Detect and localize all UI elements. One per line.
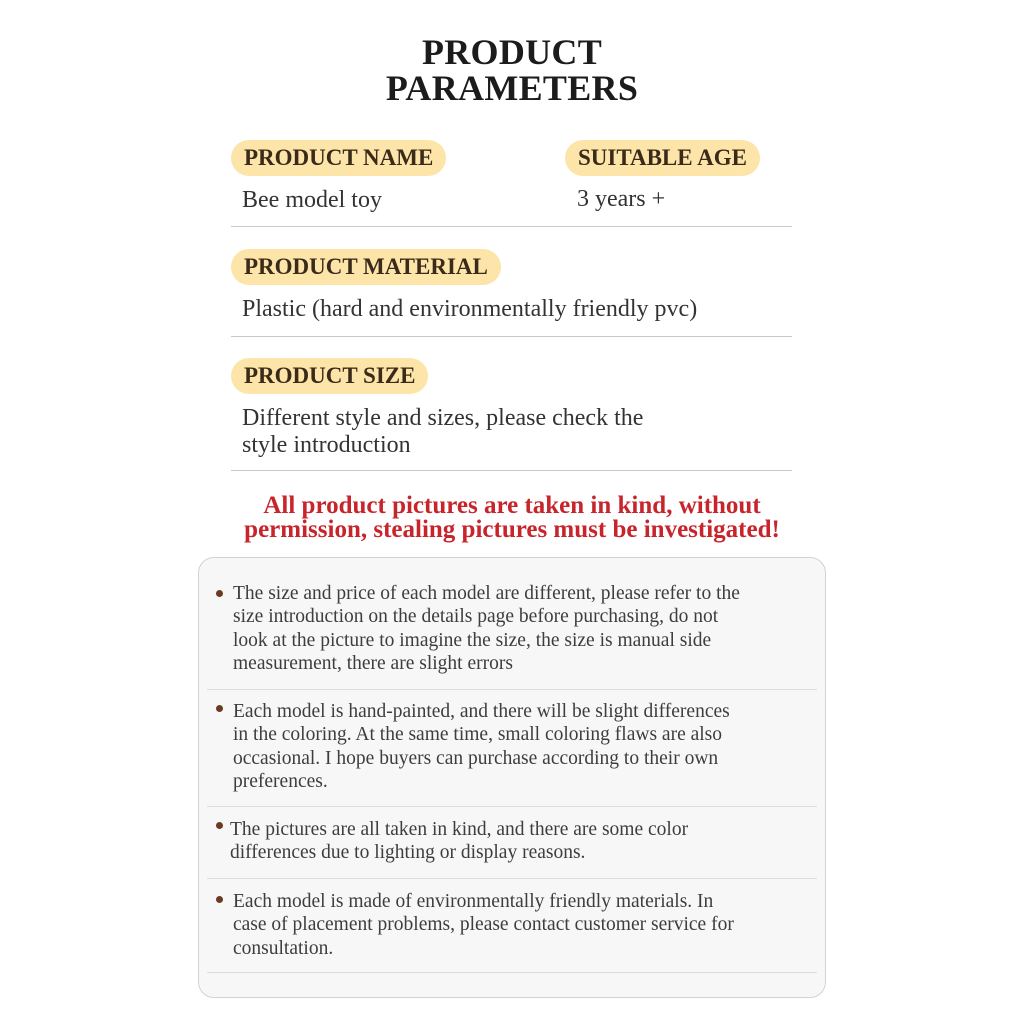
copyright-warning-line-1: All product pictures are taken in kind, without: [263, 492, 761, 519]
divider: [231, 336, 792, 337]
bullet-icon: [216, 590, 223, 597]
copyright-warning: [0, 494, 1024, 542]
product-material-label: PRODUCT MATERIAL: [231, 249, 501, 285]
note-line: look at the picture to imagine the size, the size is manual side: [233, 629, 712, 651]
notes-panel: [198, 557, 826, 998]
note-line: Each model is hand-painted, and there will be slight differences: [233, 701, 730, 722]
note-line: Each model is made of environmentally friendly materials. In: [233, 891, 714, 912]
copyright-warning-line-2: permission, stealing pictures must be investigated!: [244, 516, 780, 543]
product-name-label: PRODUCT NAME: [231, 140, 446, 176]
page-title-line-2: PARAMETERS: [385, 68, 639, 108]
page-title: [0, 34, 1024, 106]
note-divider: [207, 689, 817, 690]
note-line: The size and price of each model are different, please refer to the: [233, 583, 740, 604]
note-line: measurement, there are slight errors: [233, 652, 513, 674]
note-divider: [207, 806, 817, 807]
product-size-value-line-1: Different style and sizes, please check the: [242, 405, 644, 431]
note-line: in the coloring. At the same time, small coloring flaws are also: [233, 724, 723, 746]
divider: [231, 470, 792, 471]
page-title-line-1: PRODUCT: [421, 32, 603, 72]
suitable-age-label: SUITABLE AGE: [565, 140, 760, 176]
product-size-value-line-2: style introduction: [242, 432, 411, 458]
divider: [231, 226, 792, 227]
bullet-icon: [216, 896, 223, 903]
product-size-label: PRODUCT SIZE: [231, 358, 428, 394]
note-line: preferences.: [233, 770, 328, 792]
note-line: The pictures are all taken in kind, and there are some color: [230, 819, 689, 840]
product-material-value: Plastic (hard and environmentally friendly pvc): [242, 296, 698, 322]
note-line: differences due to lighting or display reasons.: [230, 842, 586, 864]
note-line: consultation.: [233, 937, 334, 959]
note-line: size introduction on the details page before purchasing, do not: [233, 606, 719, 628]
note-text: [230, 818, 688, 865]
bullet-icon: [216, 822, 223, 829]
note-text: [233, 890, 734, 960]
product-name-value: Bee model toy: [242, 187, 382, 213]
bullet-icon: [216, 705, 223, 712]
note-text: [233, 700, 730, 793]
note-divider: [207, 878, 817, 879]
note-divider: [207, 972, 817, 973]
note-line: case of placement problems, please contact customer service for: [233, 914, 734, 936]
note-text: [233, 582, 740, 675]
note-line: occasional. I hope buyers can purchase according to their own: [233, 747, 719, 769]
suitable-age-value: 3 years +: [577, 186, 666, 212]
